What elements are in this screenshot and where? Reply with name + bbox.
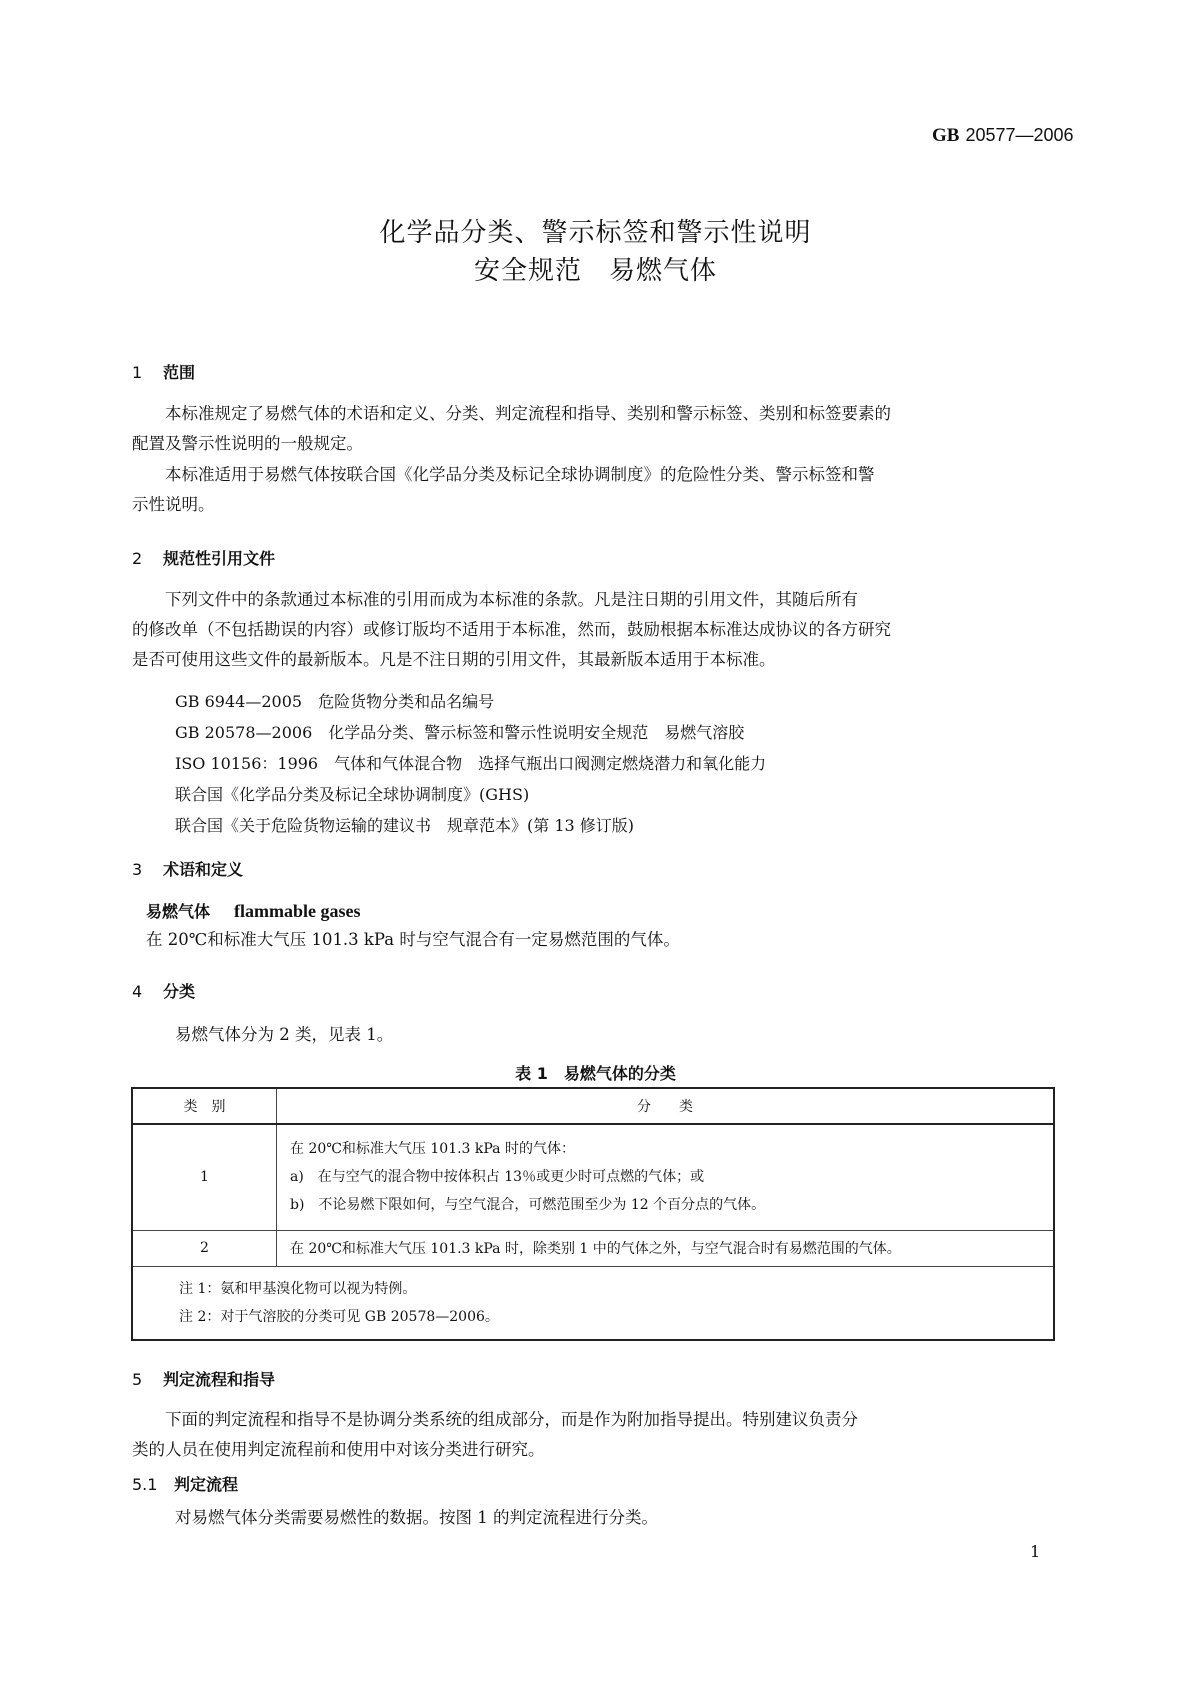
reference-item: GB 20578—2006 化学品分类、警示标签和警示性说明安全规范 易燃气溶胶 <box>175 723 745 742</box>
table-notes-row <box>132 1266 1054 1340</box>
reference-item: 联合国《化学品分类及标记全球协调制度》(GHS) <box>175 785 530 804</box>
classification-cell: 在 20℃和标准大气压 101.3 kPa 时的气体： a) 在与空气的混合物中按体积占 13％或更少时可点燃的气体；或 b) 不论易燃下限如何，与空气混合，可燃范围至少为 12 个百分点的气体。 <box>277 1124 1055 1230</box>
std-prefix: GB <box>932 125 960 146</box>
doc-title-line1: 化学品分类、警示标签和警示性说明 <box>379 218 812 248</box>
reference-item: 联合国《关于危险货物运输的建议书 规章范本》(第 13 修订版) <box>175 816 635 835</box>
section-5-para: 下面的判定流程和指导不是协调分类系统的组成部分，而是作为附加指导提出。特别建议负责分 类的人员在使用判定流程前和使用中对该分类进行研究。 <box>132 1410 858 1459</box>
table-header-row <box>132 1088 1054 1124</box>
section-5-1-heading: 5.1 判定流程 <box>132 1475 239 1494</box>
section-2-heading: 2 规范性引用文件 <box>132 549 276 568</box>
reference-item: GB 6944—2005 危险货物分类和品名编号 <box>175 692 495 711</box>
column-header-classification: 分 类 <box>277 1088 1055 1124</box>
doc-title-line2: 安全规范 易燃气体 <box>473 256 717 286</box>
section-3-heading: 3 术语和定义 <box>132 860 244 879</box>
table-notes: 注 1：氨和甲基溴化物可以视为特例。 注 2：对于气溶胶的分类可见 GB 20578—2006。 <box>132 1266 1054 1340</box>
category-cell: 2 <box>132 1230 277 1266</box>
section-4-heading: 4 分类 <box>132 982 196 1001</box>
section-5-1-text: 对易燃气体分类需要易燃性的数据。按图 1 的判定流程进行分类。 <box>175 1508 658 1527</box>
table-row <box>132 1124 1054 1230</box>
section-5-heading: 5 判定流程和指导 <box>132 1370 276 1389</box>
page-number: 1 <box>1030 1542 1041 1561</box>
classification-table <box>131 1087 1055 1341</box>
table-row <box>132 1230 1054 1266</box>
term-entry: 易燃气体 flammable gases <box>146 901 361 921</box>
table-caption: 表 1 易燃气体的分类 <box>515 1064 676 1083</box>
term-definition: 在 20℃和标准大气压 101.3 kPa 时与空气混合有一定易燃范围的气体。 <box>146 930 680 949</box>
column-header-category: 类 别 <box>132 1088 277 1124</box>
reference-item: ISO 10156：1996 气体和气体混合物 选择气瓶出口阀测定燃烧潜力和氧化能力 <box>175 754 767 773</box>
category-cell: 1 <box>132 1124 277 1230</box>
std-number-value: 20577—2006 <box>965 125 1074 145</box>
section-1-para-2: 本标准适用于易燃气体按联合国《化学品分类及标记全球协调制度》的危险性分类、警示标签和警 示性说明。 <box>132 465 875 514</box>
section-2-para: 下列文件中的条款通过本标准的引用而成为本标准的条款。凡是注日期的引用文件，其随后所有 的修改单（不包括勘误的内容）或修订版均不适用于本标准，然而，鼓励根据本标准达成协议的各方研究 是否可使用这些文件的最新版本。凡是不注日期的引用文件，其最新版本适用于本标准。 <box>132 590 891 669</box>
section-1-para-1: 本标准规定了易燃气体的术语和定义、分类、判定流程和指导、类别和警示标签、类别和标签要素的 配置及警示性说明的一般规定。 <box>132 404 891 453</box>
section-4-intro: 易燃气体分为 2 类，见表 1。 <box>175 1025 394 1044</box>
standard-number <box>932 125 1074 147</box>
section-1-heading: 1 范围 <box>132 363 196 382</box>
classification-cell: 在 20℃和标准大气压 101.3 kPa 时，除类别 1 中的气体之外，与空气混合时有易燃范围的气体。 <box>277 1230 1055 1266</box>
